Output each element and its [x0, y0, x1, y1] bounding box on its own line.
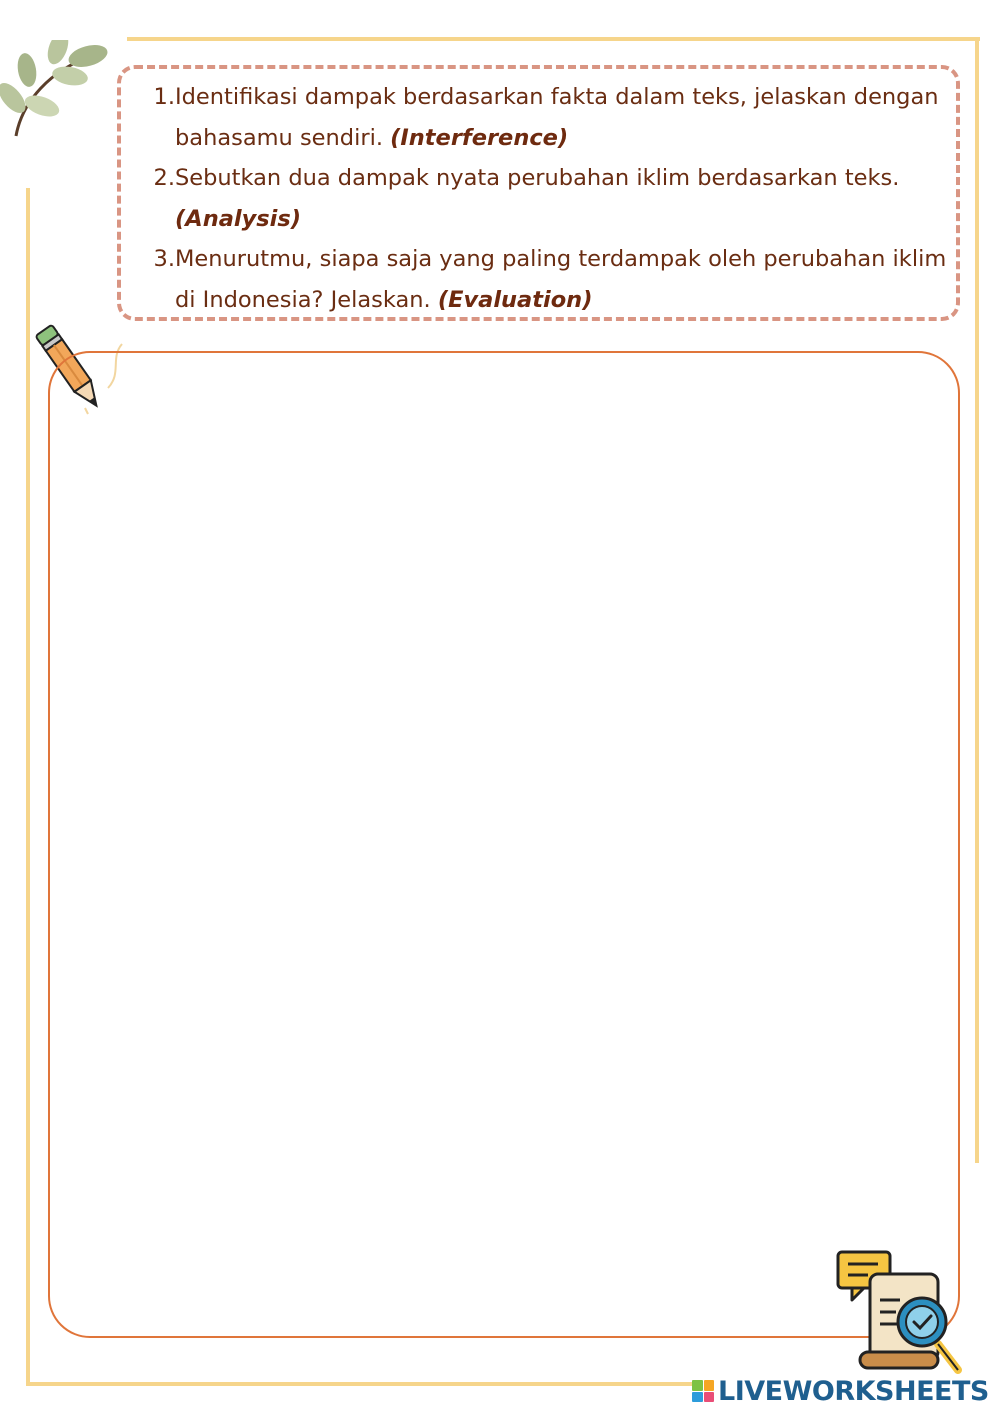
- question-number: 3.: [153, 246, 175, 272]
- liveworksheets-logo-icon: [692, 1380, 714, 1402]
- frame-bottom-line: [26, 1382, 696, 1386]
- scroll-magnifier-icon: [830, 1248, 965, 1378]
- question-tag: (Evaluation): [437, 286, 593, 313]
- question-text: Identifikasi dampak berdasarkan fakta dalam teks, jelaskan dengan bahasamu sendiri.: [175, 84, 939, 151]
- question-tag: (Analysis): [175, 205, 302, 232]
- question-number: 1.: [153, 84, 175, 110]
- brand-name: LIVEWORKSHEETS: [718, 1375, 989, 1407]
- question-text: Sebutkan dua dampak nyata perubahan iklim berdasarkan teks.: [175, 165, 900, 191]
- answer-area[interactable]: [48, 351, 960, 1338]
- question-text: Menurutmu, siapa saja yang paling terdampak oleh perubahan iklim di Indonesia? Jelaskan.: [175, 246, 947, 313]
- question-tag: (Interference): [390, 124, 569, 151]
- leaf-branch-icon: [0, 40, 115, 140]
- question-list: [151, 77, 951, 320]
- question-item-1: [151, 77, 951, 158]
- question-box: [117, 65, 960, 321]
- frame-top-line: [127, 37, 980, 41]
- question-number: 2.: [153, 165, 175, 191]
- frame-right-line: [975, 37, 979, 1163]
- question-item-3: [151, 239, 951, 320]
- liveworksheets-brand[interactable]: [692, 1375, 989, 1407]
- question-item-2: [151, 158, 951, 239]
